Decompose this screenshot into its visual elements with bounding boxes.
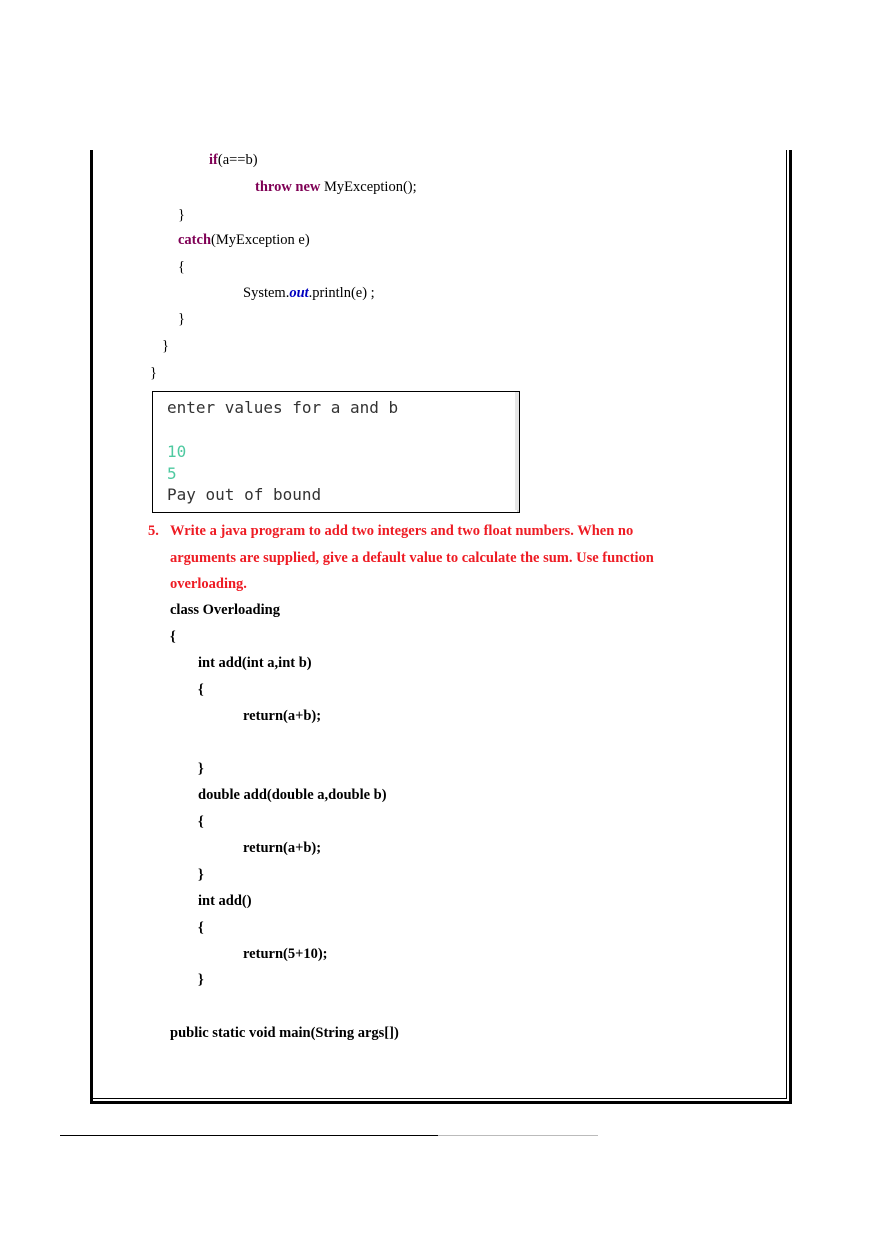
code-open-brace: {: [198, 682, 204, 698]
console-prompt: enter values for a and b: [167, 398, 399, 417]
code-close-brace: }: [198, 761, 204, 777]
code-line-open-brace: {: [178, 259, 185, 275]
question-number: 5.: [148, 523, 159, 539]
footer-rule-faint: [438, 1135, 598, 1136]
code-return-sum: return(a+b);: [243, 840, 322, 856]
code-method-add-double: double add(double a,double b): [198, 787, 387, 803]
code-line-close-brace: }: [162, 338, 169, 354]
console-output-message: Pay out of bound: [167, 485, 322, 504]
console-input-a: 10: [167, 442, 187, 461]
code-line-close-brace: }: [150, 365, 157, 381]
code-open-brace: {: [198, 814, 204, 830]
question-text-line-2: arguments are supplied, give a default value to calculate the sum. Use function: [170, 550, 654, 566]
footer-rule: [60, 1135, 438, 1136]
code-line-throw: throw new MyException();: [255, 179, 417, 195]
code-return-sum: return(a+b);: [243, 708, 322, 724]
code-method-add-int: int add(int a,int b): [198, 655, 312, 671]
code-line-close-brace: }: [178, 207, 185, 223]
console-input-b: 5: [167, 464, 177, 483]
console-output-panel: [152, 391, 520, 513]
code-class-declaration: class Overloading: [170, 602, 280, 618]
console-scroll-strip: [515, 392, 519, 510]
code-return-default: return(5+10);: [243, 946, 328, 962]
code-line-println: System.out.println(e) ;: [243, 285, 375, 301]
code-close-brace: }: [198, 867, 204, 883]
page-border-frame: [90, 150, 792, 1104]
code-line-if: if(a==b): [209, 152, 258, 168]
question-text-line-1: Write a java program to add two integers and two float numbers. When no: [170, 523, 634, 539]
code-method-add-default: int add(): [198, 893, 252, 909]
code-line-catch: catch(MyException e): [178, 232, 310, 248]
code-open-brace: {: [170, 629, 176, 645]
code-line-close-brace: }: [178, 311, 185, 327]
code-close-brace: }: [198, 972, 204, 988]
question-text-line-3: overloading.: [170, 576, 247, 592]
code-main-method: public static void main(String args[]): [170, 1025, 399, 1041]
code-open-brace: {: [198, 920, 204, 936]
